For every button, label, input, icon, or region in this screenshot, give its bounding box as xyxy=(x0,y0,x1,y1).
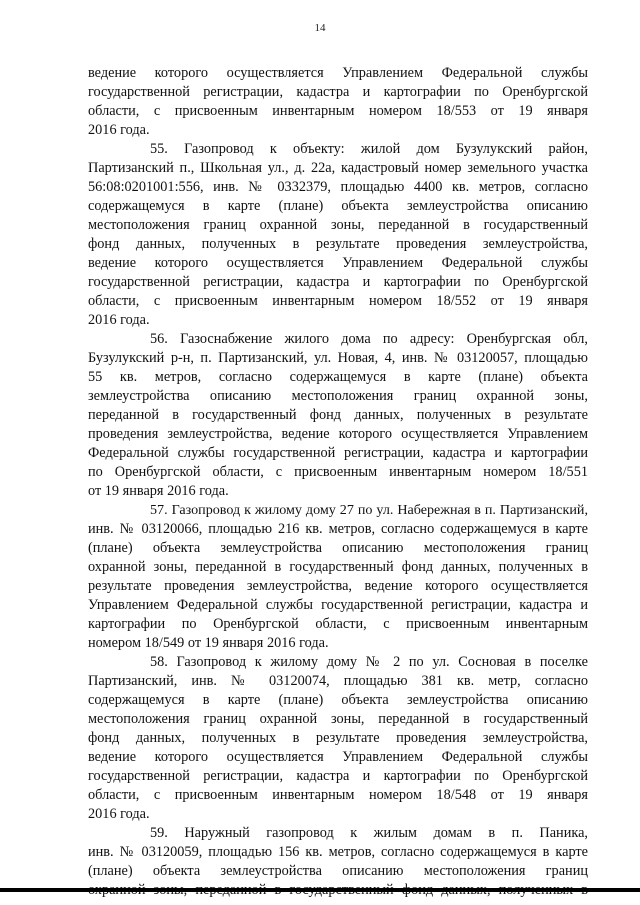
text-line: по Оренбургской области, с присвоенным инвентарным номером 18/551 xyxy=(88,464,588,480)
text-line: 55. Газопровод к объекту: жилой дом Бузулукский район, xyxy=(150,141,588,157)
text-line: охранной зоны, переданной в государственный фонд данных, полученных в xyxy=(88,559,588,575)
text-line: номером 18/549 от 19 января 2016 года. xyxy=(88,635,329,651)
text-line: (плане) объекта землеустройства описанию местоположения границ xyxy=(88,540,588,556)
text-line: области, с присвоенным инвентарным номером 18/548 от 19 января xyxy=(88,787,588,803)
text-line: 2016 года. xyxy=(88,122,150,138)
text-line: Федеральной службы государственной регистрации, кадастра и картографии xyxy=(88,445,588,461)
document-body xyxy=(88,64,588,900)
text-line: содержащемуся в карте (плане) объекта землеустройства описанию xyxy=(88,692,588,708)
text-line: 56. Газоснабжение жилого дома по адресу: Оренбургская обл, xyxy=(150,331,588,347)
text-line: 57. Газопровод к жилому дому 27 по ул. Набережная в п. Партизанский, xyxy=(150,502,588,518)
text-line: ведение которого осуществляется Управлением Федеральной службы xyxy=(88,255,588,271)
text-line: государственной регистрации, кадастра и картографии по Оренбургской xyxy=(88,84,588,100)
text-line: Партизанский п., Школьная ул., д. 22а, кадастровый номер земельного участка xyxy=(88,160,588,176)
text-line: Управлением Федеральной службы государственной регистрации, кадастра и xyxy=(88,597,588,613)
text-line: ведение которого осуществляется Управлением Федеральной службы xyxy=(88,65,588,81)
bottom-border xyxy=(0,888,640,892)
text-line: 2016 года. xyxy=(88,312,150,328)
text-line: 55 кв. метров, согласно содержащемуся в карте (плане) объекта xyxy=(88,369,588,385)
text-line: инв. № 03120066, площадью 216 кв. метров, согласно содержащемуся в карте xyxy=(88,521,588,537)
text-line: местоположения границ охранной зоны, переданной в государственный xyxy=(88,711,588,727)
text-line: фонд данных, полученных в результате проведения землеустройства, xyxy=(88,236,588,252)
text-line: инв. № 03120059, площадью 156 кв. метров, согласно содержащемуся в карте xyxy=(88,844,588,860)
text-line: Бузулукский р-н, п. Партизанский, ул. Новая, 4, инв. № 03120057, площадью xyxy=(88,350,588,366)
text-line: области, с присвоенным инвентарным номером 18/552 от 19 января xyxy=(88,293,588,309)
text-line: землеустройства описанию местоположения границ охранной зоны, xyxy=(88,388,588,404)
text-line: картографии по Оренбургской области, с присвоенным инвентарным xyxy=(88,616,588,632)
text-line: Партизанский, инв. № 03120074, площадью 381 кв. метр, согласно xyxy=(88,673,588,689)
text-line: фонд данных, полученных в результате проведения землеустройства, xyxy=(88,730,588,746)
text-line: 56:08:0201001:556, инв. № 0332379, площадью 4400 кв. метров, согласно xyxy=(88,179,588,195)
text-line: содержащемуся в карте (плане) объекта землеустройства описанию xyxy=(88,198,588,214)
text-line: местоположения границ охранной зоны, переданной в государственный xyxy=(88,217,588,233)
text-line: проведения землеустройства, ведение которого осуществляется Управлением xyxy=(88,426,588,442)
text-line: государственной регистрации, кадастра и картографии по Оренбургской xyxy=(88,274,588,290)
text-line: (плане) объекта землеустройства описанию местоположения границ xyxy=(88,863,588,879)
text-line: переданной в государственный фонд данных, полученных в результате xyxy=(88,407,588,423)
text-line: результате проведения землеустройства, ведение которого осуществляется xyxy=(88,578,588,594)
text-line: 58. Газопровод к жилому дому № 2 по ул. Сосновая в поселке xyxy=(150,654,588,670)
text-line: области, с присвоенным инвентарным номером 18/553 от 19 января xyxy=(88,103,588,119)
text-line: государственной регистрации, кадастра и картографии по Оренбургской xyxy=(88,768,588,784)
text-line: ведение которого осуществляется Управлением Федеральной службы xyxy=(88,749,588,765)
page-number: 14 xyxy=(314,22,326,34)
text-line: 59. Наружный газопровод к жилым домам в п. Паника, xyxy=(150,825,588,841)
text-line: от 19 января 2016 года. xyxy=(88,483,229,499)
text-line: 2016 года. xyxy=(88,806,150,822)
